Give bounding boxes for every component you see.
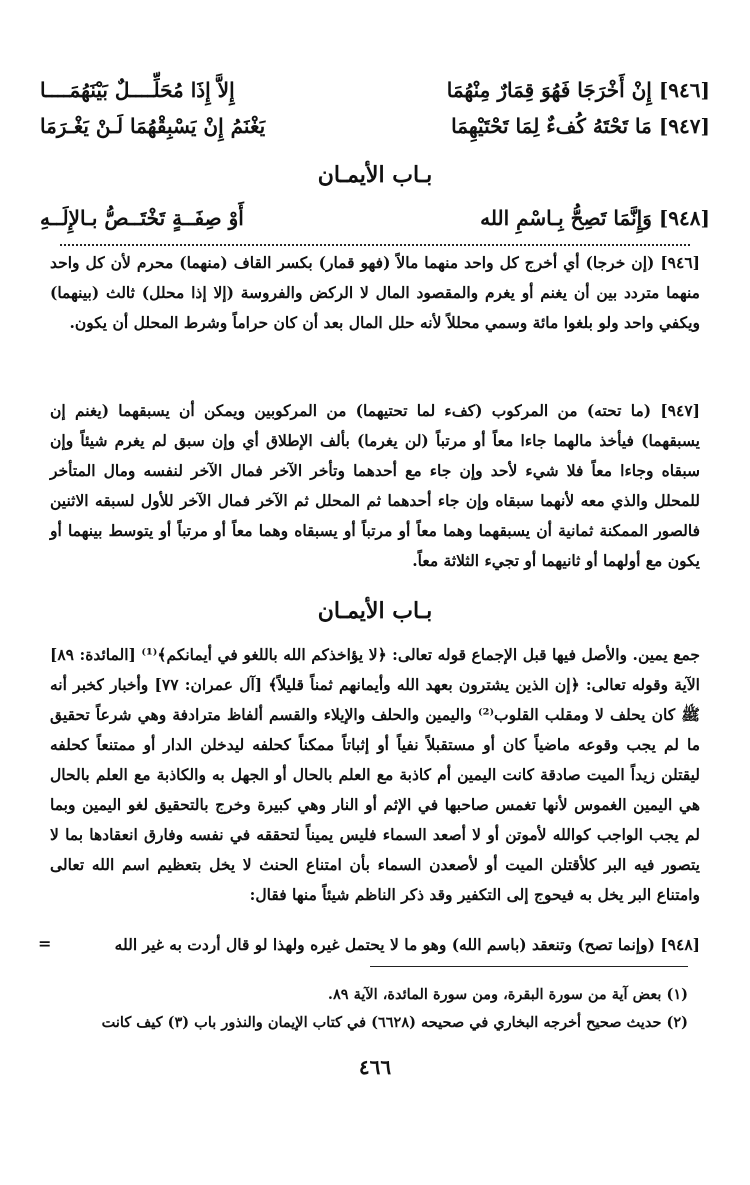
footnote-2: (٢) حديث صحيح أخرجه البخاري في صحيحه (٦٦٢٨) في كتاب الإيمان والنذور باب (٣) كيف كانت: [101, 1014, 688, 1031]
verse-947-second-half: يَغْنَمُ إِنْ يَسْبِقْهُمَا لَـنْ يَغْـرَمَا: [40, 114, 266, 138]
verse-948-second-half: أَوْ صِفَــةٍ تَخْتَــصُّ بـالإِلَــهِ: [40, 206, 244, 230]
page-number: ٤٦٦: [358, 1055, 392, 1079]
continuation-mark: =: [38, 934, 52, 953]
commentary-948: [٩٤٨] (وإنما تصح) وتنعقد (باسم الله) وهو ما لا يحتمل غيره ولهذا لو قال أردت به غير الله: [114, 935, 700, 954]
chapter-title-2: بـاب الأيمـان: [317, 598, 433, 624]
commentary-947: [٩٤٧] (ما تحته) من المركوب (كفء لما تحتيهما) من المركوبين ويمكن أن يسبقهما (يغنم إن يسبقهما) فيأخذ مالهما جاءا معاً أو مرتباً (لن يغرما) بألف الإطلاق أي وإن سبق لم يغرم شيئاً وإن سبقاه وجاءا معاً فلا شيء لأحد وإن جاء مع أحدهما وتأخر الآخر فمال الآخر لنفسه ومال المتأخر للمحلل والذي معه لأنهما سبقاه وإن جاء أحدهما ثم المحلل ثم الآخر فمال الآخر للأول لسبقه الاثنين فالصور الممكنة ثمانية أن يسبقهما وهما معاً أو مرتباً أو يسبقاه وهما معاً أو مرتباً أو يتوسط بينهما أو يكون مع أولهما أو ثانيهما أو تجيء الثلاثة معاً.: [50, 401, 700, 570]
verse-block-top: [40, 72, 710, 144]
commentary-946: [٩٤٦] (إن خرجا) أي أخرج كل واحد منهما مالاً (فهو قمار) بكسر القاف (منهما) محرم لأن كل واحد منهما متردد بين أن يغنم أو يغرم والمقصود المال لا الركض والفروسة (إلا إذا محلل) ثالث (بينهما) ويكفي واحد ولو بلغوا مائة وسمي محللاً لأنه حلل المال بعد أن كان حراماً وشرط المحلل أن يكون.: [50, 253, 700, 332]
verse-946-second-half: إِلاَّ إِذَا مُحَلِّــــلٌ بَيْنَهُمَــــا: [40, 78, 235, 102]
verse-947: [40, 108, 710, 144]
footnote-rule: [370, 966, 688, 967]
verse-block-948: [40, 200, 710, 236]
chapter-title-1: بـاب الأيمـان: [317, 162, 433, 188]
verse-946: [40, 72, 710, 108]
verse-948: [40, 200, 710, 236]
verse-947-first-half: [٩٤٧] مَا تَحْتَهُ كُفءٌ لِمَا تَحْتَيْهِمَا: [451, 114, 710, 138]
verse-948-first-half: [٩٤٨] وَإِنَّمَا تَصِحُّ بِـاسْمِ الله: [480, 206, 710, 230]
footnote-1: (١) بعض آية من سورة البقرة، ومن سورة المائدة، الآية ٨٩.: [327, 986, 688, 1003]
dotted-separator: [60, 244, 690, 246]
verse-946-first-half: [٩٤٦] إِنْ أَخْرَجَا فَهُوَ قِمَارٌ مِنْهُمَا: [446, 78, 710, 102]
main-text: جمع يمين. والأصل فيها قبل الإجماع قوله تعالى: ﴿لا يؤاخذكم الله باللغو في أيمانكم﴾⁽¹⁾ [المائدة: ٨٩] الآية وقوله تعالى: ﴿إن الذين يشترون بعهد الله وأيمانهم ثمناً قليلاً﴾ [آل عمران: ٧٧] وأخبار كخبر أنه ﷺ كان يحلف لا ومقلب القلوب⁽²⁾ واليمين والحلف والإيلاء والقسم ألفاظ مترادفة وهي شرعاً تحقيق ما لم يجب وقوعه ماضياً كان أو مستقبلاً نفياً أو إثباتاً ممكناً كحلفه ليدخلن الدار أو ممتنعاً كحلفه ليقتلن زيداً الميت صادقة كانت اليمين أم كاذبة مع العلم بالحال أو الجهل به والكاذبة مع العلم بالحال هي اليمين الغموس لأنها تغمس صاحبها في الإثم أو النار وهي كبيرة وخرج بالتحقيق لغو اليمين وبما لم يجب الواجب كوالله لأموتن أو لا أصعد السماء فليس يميناً لتحققه في نفسه وفارق انعقادها بما لا يتصور فيه البر كلأقتلن الميت أو لأصعدن السماء بأن امتناع الحنث لا يخل بتعظيم اسم الله تعالى وامتناع البر يخل به فيحوج إلى التكفير وقد ذكر الناظم شيئاً منها فقال:: [50, 645, 701, 904]
